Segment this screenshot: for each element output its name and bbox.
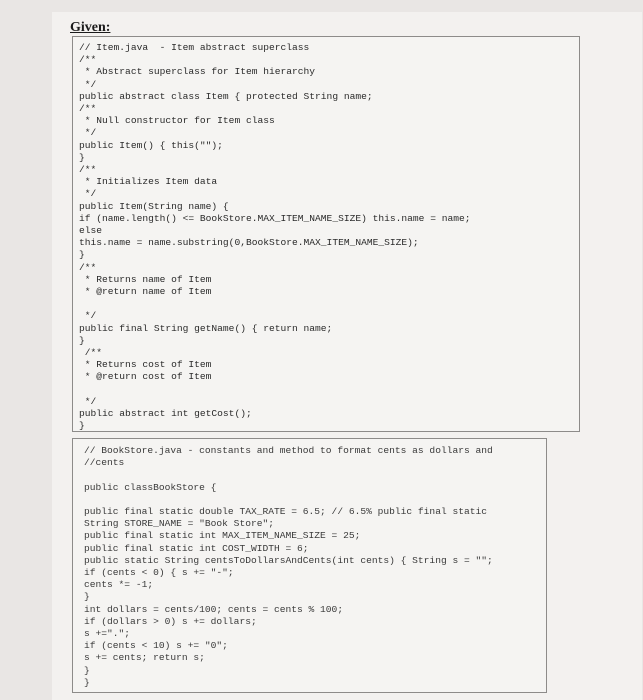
bookstore-java-code-box: [72, 438, 547, 693]
code-line: [84, 494, 493, 506]
code-line: // Item.java - Item abstract superclass: [79, 42, 310, 53]
code-line: }: [79, 334, 85, 346]
code-line: public Item(String name) {: [79, 200, 229, 212]
code-line: }: [84, 591, 90, 603]
code-line: /**: [79, 347, 103, 359]
item-java-code: [79, 42, 471, 433]
code-line: */: [79, 395, 97, 407]
code-line: if (cents < 10) s += "0";: [84, 640, 228, 652]
code-line: int dollars = cents/100; cents = cents % 100;: [84, 603, 344, 615]
code-line: */: [79, 310, 97, 322]
code-line: }: [84, 676, 90, 688]
code-line: /**: [79, 103, 97, 115]
code-line: if (cents < 0) { s += "-";: [84, 567, 234, 579]
code-line: if (dollars > 0) s += dollars;: [84, 615, 257, 627]
given-heading: Given:: [70, 20, 111, 35]
code-line: public abstract int getCost();: [79, 408, 252, 420]
code-line: /**: [79, 54, 97, 66]
code-line: public final static int MAX_ITEM_NAME_SIZE = 25;: [84, 530, 361, 542]
code-line: s += cents; return s;: [84, 652, 205, 664]
code-line: public final static double TAX_RATE = 6.5; // 6.5% public final static: [84, 506, 488, 518]
code-line: this.name = name.substring(0,BookStore.MAX_ITEM_NAME_SIZE);: [79, 237, 419, 249]
code-line: * Initializes Item data: [79, 176, 218, 188]
code-line: * @return name of Item: [79, 286, 212, 298]
code-line: }: [79, 420, 85, 432]
code-line: [84, 469, 493, 481]
code-line: * Returns cost of Item: [79, 359, 212, 371]
code-line: * Null constructor for Item class: [79, 115, 275, 127]
code-line: }: [79, 249, 85, 261]
code-line: /**: [79, 164, 97, 176]
bookstore-java-code: [84, 445, 493, 689]
code-line: /**: [79, 261, 97, 273]
code-line: */: [79, 188, 97, 200]
code-line: public abstract class Item { protected String name;: [79, 90, 373, 102]
code-line: public static String centsToDollarsAndCents(int cents) { String s = "";: [84, 554, 493, 566]
code-line: */: [79, 78, 97, 90]
code-line: s +=".";: [84, 628, 131, 640]
code-line: public classBookStore {: [84, 481, 217, 493]
code-line: }: [84, 664, 90, 676]
code-line: }: [79, 151, 85, 163]
code-line: if (name.length() <= BookStore.MAX_ITEM_NAME_SIZE) this.name = name;: [79, 212, 471, 224]
code-line: [79, 298, 471, 310]
code-line: else: [79, 225, 103, 237]
code-line: public Item() { this("");: [79, 139, 223, 151]
item-java-code-box: [72, 36, 580, 432]
code-line: * @return cost of Item: [79, 371, 212, 383]
code-line: */: [79, 127, 97, 139]
code-line: cents *= -1;: [84, 579, 154, 591]
code-line: //cents: [84, 457, 125, 469]
code-line: [79, 384, 471, 396]
code-line: // BookStore.java - constants and method to format cents as dollars and: [84, 445, 493, 456]
code-line: * Abstract superclass for Item hierarchy: [79, 66, 316, 78]
code-line: String STORE_NAME = "Book Store";: [84, 518, 274, 530]
code-line: public final String getName() { return name;: [79, 322, 333, 334]
code-line: * Returns name of Item: [79, 273, 212, 285]
code-line: public final static int COST_WIDTH = 6;: [84, 542, 309, 554]
